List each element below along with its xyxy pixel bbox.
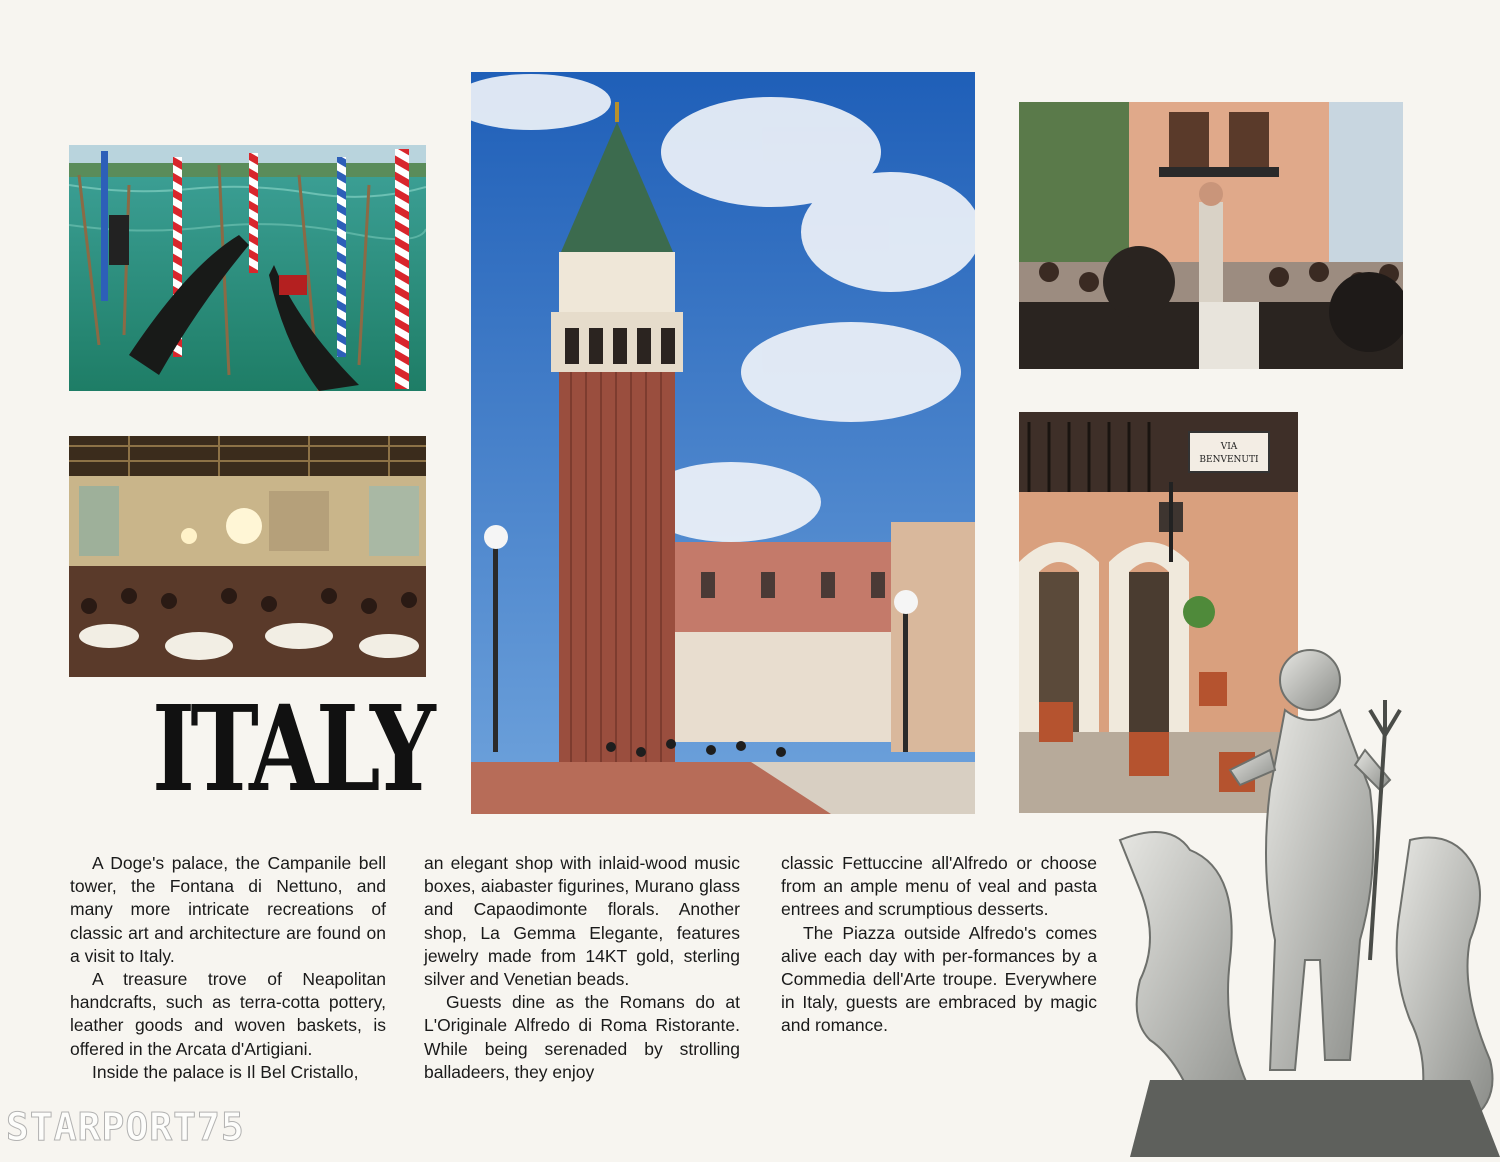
photo-gondolas — [69, 145, 426, 391]
text-column-3 — [781, 852, 1097, 1038]
paragraph: The Piazza outside Alfredo's comes alive each day with per-formances by a Commedia dell'Arte troupe. Everywhere in Italy, guests are embraced by magic and romance. — [781, 922, 1097, 1036]
paragraph: an elegant shop with inlaid-wood music boxes, aiabaster figurines, Murano glass and Capaodimonte florals. Another shop, La Gemma Elegante, features jewelry made from 14KT gold, sterling silver and Venetian beads. — [424, 853, 740, 990]
watermark: STARPORT75 — [6, 1105, 245, 1149]
page-title: ITALY — [152, 679, 432, 818]
paragraph: Inside the palace is Il Bel Cristallo, — [92, 1061, 359, 1082]
paragraph: classic Fettuccine all'Alfredo or choose from an ample menu of veal and pasta entrees and scrumptious desserts. — [781, 853, 1097, 920]
paragraph: A treasure trove of Neapolitan handcrafts, such as terra-cotta pottery, leather goods and woven baskets, is offered in the Arcata d'Artigiani. — [70, 969, 386, 1059]
street-sign-line2: BENVENUTI — [1199, 455, 1259, 465]
paragraph: A Doge's palace, the Campanile bell tower, the Fontana di Nettuno, and many more intricate recreations of classic art and architecture are found on a visit to Italy. — [70, 853, 386, 966]
neptune-statue-image — [1110, 640, 1500, 1157]
street-sign-line1: VIA — [1220, 442, 1238, 452]
photo-performers — [1019, 102, 1403, 369]
text-column-2 — [424, 852, 740, 1084]
photo-restaurant — [69, 436, 426, 677]
text-column-1 — [70, 852, 386, 1084]
photo-campanile — [471, 72, 975, 814]
paragraph: Guests dine as the Romans do at L'Originale Alfredo di Roma Ristorante. While being serenaded by strolling balladeers, they enjoy — [424, 992, 740, 1082]
